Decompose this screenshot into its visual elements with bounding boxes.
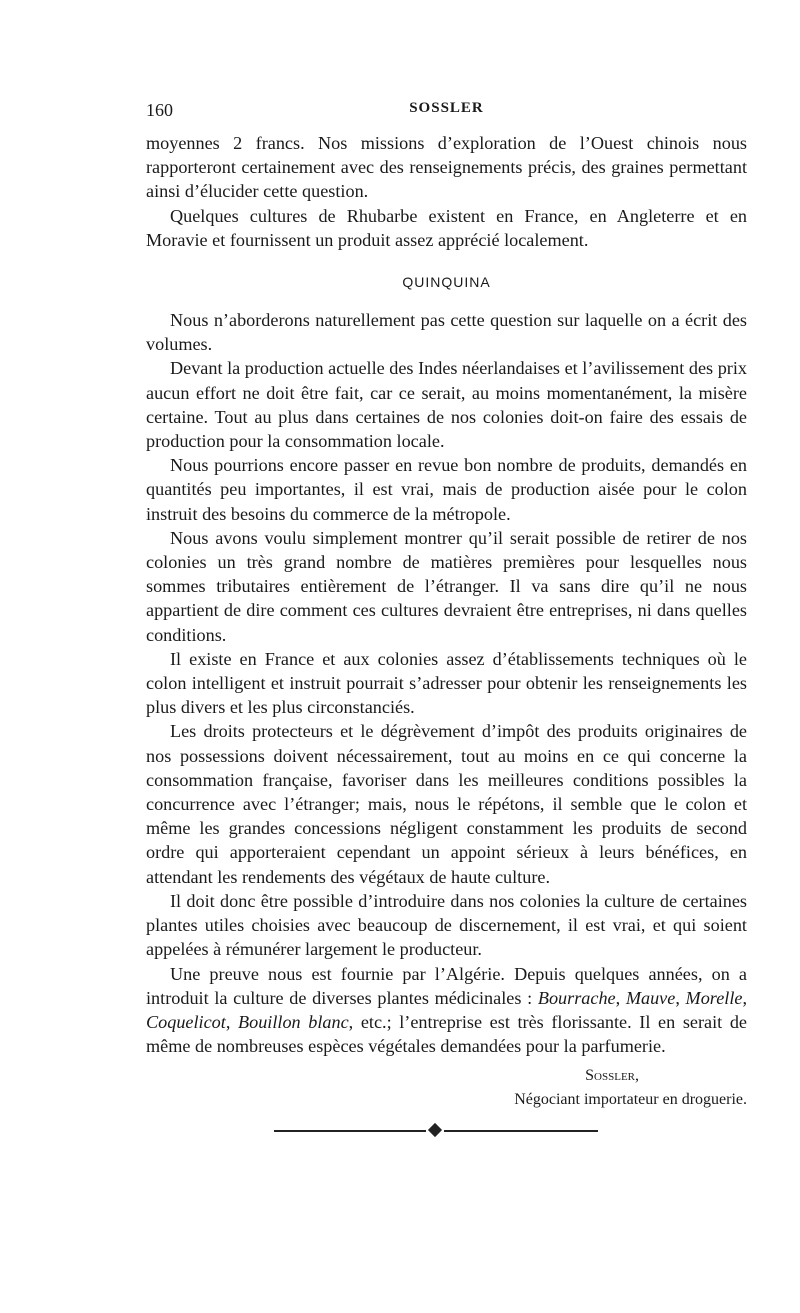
paragraph: Il doit donc être possible d’introduire dans nos colonies la culture de certaines plantes utiles choisies avec beaucoup de discernement, il est vrai, et qui soient appelées à rémunérer largement le producteur. <box>146 890 747 960</box>
ornament-rule-left <box>274 1130 426 1132</box>
ornament-rule-right <box>444 1130 598 1132</box>
paragraph: Les droits protecteurs et le dégrèvement d’impôt des produits originaires de nos possessions doivent nécessairement, tout au moins en ce qui concerne la consommation française, favoriser dans les meilleures conditions possibles la concurrence avec l’étranger; mais, nous le répétons, il semble que le colon et même les grandes concessions négligent constamment les produits de second ordre qui apporteraient cependant un appoint sérieux à leurs bénéfices, en attendant les rendements des végétaux de haute culture. <box>146 721 747 887</box>
text-segment: , etc.; l’entreprise est très florissante. Il en serait de même de nombreuses espèces végétales demandées pour la parfumerie. <box>146 1011 747 1057</box>
page-header <box>146 100 747 122</box>
running-title: SOSSLER <box>409 100 484 116</box>
signature-title: Négociant importateur en droguerie. <box>514 1091 747 1109</box>
paragraph: Nous pourrions encore passer en revue bon nombre de produits, demandés en quantités peu importantes, il est vrai, mais de production aisée pour le colon instruit des besoins du commerce de la métropole. <box>146 455 747 524</box>
paragraph-rhubarbe: Quelques cultures de Rhubarbe existent en France, en Angleterre et en Moravie et fournissent un produit assez apprécié localement. <box>146 205 747 250</box>
plant-name: Coquelicot <box>146 1011 226 1032</box>
paragraph: Nous n’aborderons naturellement pas cette question sur laquelle on a écrit des volumes. <box>146 310 747 355</box>
plant-name: Bouillon blanc <box>237 1011 349 1032</box>
page-body <box>146 131 747 1112</box>
section-title: QUINQUINA <box>402 274 491 291</box>
paragraph: Devant la production actuelle des Indes néerlandaises et l’avilissement des prix aucun effort ne doit être fait, car ce serait, au moins momentanément, la misère certaine. Tout au plus dans certaines de nos colonies doit-on faire des essais de production pour la consommation locale. <box>146 358 747 452</box>
paragraph-algerie: Une preuve nous est fournie par l’Algérie. Depuis quelques années, on a introduit la culture de diverses plantes médicinales : Bourrache, Mauve, Morelle, Coquelicot, Bouillon blanc, etc.; l’entreprise est très florissante. Il en serait de même de nombreuses espèces végétales demandées pour la parfumerie. <box>146 963 747 1057</box>
end-ornament <box>274 1119 598 1143</box>
page-number: 160 <box>146 100 173 120</box>
text-segment: Une preuve nous est fournie par l’Algérie. Depuis quelques années, on a introduit la culture de diverses plantes médicinales : <box>146 963 747 1008</box>
paragraph: Nous avons voulu simplement montrer qu’il serait possible de retirer de nos colonies un très grand nombre de matières premières pour lesquelles nous sommes tributaires entièrement de l’étranger. Il va sans dire qu’il ne nous appartient de dire comment ces cultures devraient être entreprises, ni dans quelles conditions. <box>146 527 747 645</box>
diamond-icon <box>428 1123 442 1137</box>
plant-name: Mauve <box>625 987 676 1008</box>
plant-name: Morelle <box>685 987 743 1008</box>
signature-name: Sossler, <box>585 1067 639 1085</box>
plant-name: Bourrache <box>537 987 616 1008</box>
paragraph-continued: moyennes 2 francs. Nos missions d’exploration de l’Ouest chinois nous rapporteront certainement avec des renseignements précis, des graines permettant ainsi d’élucider cette question. <box>146 133 747 202</box>
signature <box>146 1064 747 1112</box>
paragraph: Il existe en France et aux colonies assez d’établissements techniques où le colon intelligent et instruit pourrait s’adresser pour obtenir les renseignements les plus divers et les plus circonstanciés. <box>146 648 747 718</box>
